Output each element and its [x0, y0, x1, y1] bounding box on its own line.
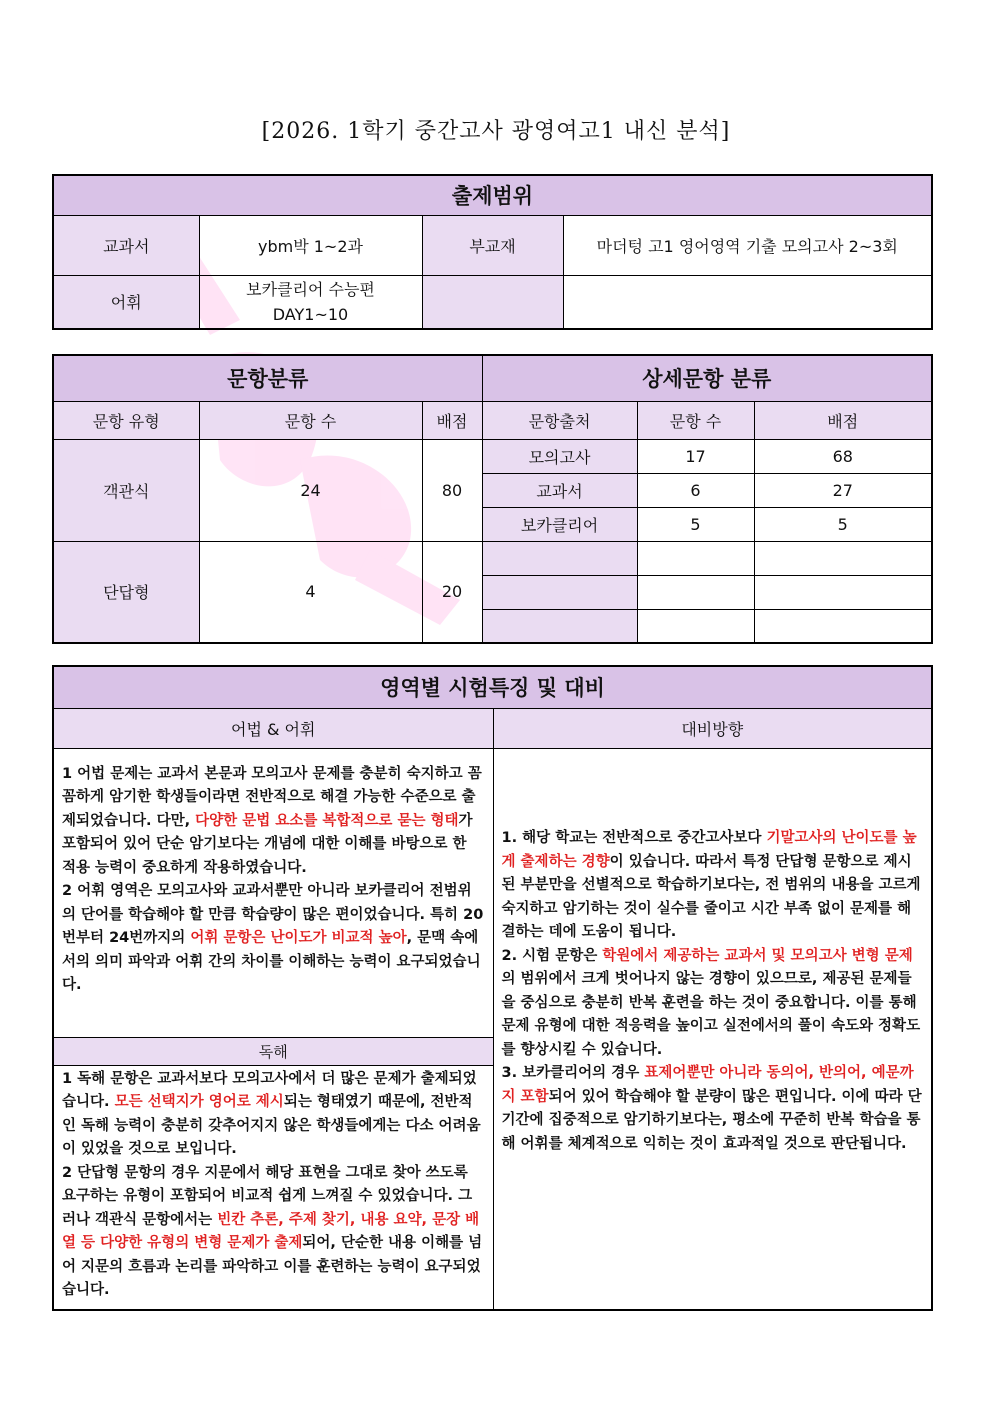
source-count-empty [637, 575, 754, 609]
text-segment: 되는 형태였기 때문에, 전반적인 독해 능력이 충분히 갖추어지지 않은 학생들에게는 다소 어려움이 있었을 것으로 보입니다. [62, 1094, 481, 1157]
scope-header: 출제범위 [53, 175, 932, 215]
prep-paragraph-3 [502, 1062, 924, 1156]
detail-classification-header: 상세문항 분류 [482, 355, 932, 401]
col-source: 문항출처 [482, 401, 637, 439]
highlighted-text: 다양한 문법 요소를 복합적으로 묻는 형태 [195, 812, 459, 829]
text-segment: 가 포함되어 있어 단순 암기보다는 개념에 대한 이해를 바탕으로 한 적용 능력이 중요하게 작용하였습니다. [62, 812, 473, 876]
source-name: 교과서 [482, 473, 637, 507]
type-score: 20 [422, 541, 482, 643]
empty-label-cell [422, 275, 563, 329]
features-header: 영역별 시험특징 및 대비 [53, 666, 932, 708]
source-name-empty [482, 575, 637, 609]
text-segment: 2 단답형 문항의 경우 지문에서 해당 표현을 그대로 찾아 쓰도록 요구하는 유형이 포함되어 비교적 쉽게 느껴질 수 있었습니다. 그러나 객관식 문항에서는 [62, 1164, 473, 1228]
col-type: 문항 유형 [53, 401, 199, 439]
source-score-empty [754, 575, 932, 609]
col-count-detail: 문항 수 [637, 401, 754, 439]
source-name-empty [482, 541, 637, 575]
sub-material-label: 부교재 [422, 215, 563, 275]
prep-direction-header: 대비방향 [493, 708, 932, 748]
classification-table [52, 354, 933, 644]
reading-paragraph-1 [62, 1068, 485, 1162]
classification-header: 문항분류 [53, 355, 482, 401]
prep-paragraph-1 [502, 827, 924, 945]
highlighted-text: 모든 선택지가 영어로 제시 [114, 1094, 284, 1110]
grammar-vocab-body [53, 748, 493, 1037]
col-score: 배점 [422, 401, 482, 439]
type-name: 객관식 [53, 439, 199, 541]
col-score-detail: 배점 [754, 401, 932, 439]
source-name: 모의고사 [482, 439, 637, 473]
reading-body [53, 1065, 493, 1310]
page-title: [2026. 1학기 중간고사 광영여고1 내신 분석] [261, 119, 731, 144]
grammar-paragraph [62, 763, 485, 881]
text-segment: 되어, 단순한 내용 이해를 넘어 지문의 흐름과 논리를 파악하고 이를 훈련하는 능력이 요구되었습니다. [62, 1235, 483, 1298]
textbook-label: 교과서 [53, 215, 199, 275]
text-segment: 1 어법 문제는 교과서 본문과 모의고사 문제를 충분히 숙지하고 꼼꼼하게 암기한 학생들이라면 전반적으로 해결 가능한 수준으로 출제되었습니다. 다만, [62, 765, 482, 829]
source-count-empty [637, 609, 754, 643]
sub-material-value: 마더텅 고1 영어영역 기출 모의고사 2~3회 [563, 215, 932, 275]
highlighted-text: 기말고사의 난이도를 높게 출제하는 경향 [501, 830, 917, 870]
text-segment: 2 어휘 영역은 모의고사와 교과서뿐만 아니라 보카클리어 전범위의 단어를 학습해야 할 만큼 학습량이 많은 편이었습니다. 특히 20번부터 24번까지의 [62, 883, 484, 946]
source-score: 68 [754, 439, 932, 473]
text-segment: 의 범위에서 크게 벗어나지 않는 경향이 있으므로, 제공된 문제들을 중심으로 충분히 반복 훈련을 하는 것이 중요합니다. 이를 통해 문제 유형에 대한 적응력을 높이고 실전에서의 풀이 속도와 정확도를 향상시킬 수 있습니다. [501, 971, 921, 1058]
text-segment: , 문맥 속에서의 의미 파악과 어휘 간의 차이를 이해하는 능력이 요구되었습니다. [62, 930, 481, 993]
highlighted-text: 표제어뿐만 아니라 동의어, 반의어, 예문까지 포함 [501, 1065, 914, 1105]
textbook-value: ybm박 1~2과 [199, 215, 422, 275]
empty-value-cell [563, 275, 932, 329]
text-segment: 1 독해 문항은 교과서보다 모의고사에서 더 많은 문제가 출제되었습니다. [62, 1070, 477, 1110]
source-count-empty [637, 541, 754, 575]
source-score-empty [754, 609, 932, 643]
source-name-empty [482, 609, 637, 643]
text-segment: 3. 보카클리어의 경우 [501, 1065, 645, 1081]
source-score: 5 [754, 507, 932, 541]
features-table [52, 665, 933, 1311]
type-count: 24 [199, 439, 422, 541]
prep-direction-body [493, 748, 932, 1310]
reading-paragraph-2 [62, 1162, 485, 1303]
text-segment: 1. 해당 학교는 전반적으로 중간고사보다 [501, 830, 767, 846]
source-count: 5 [637, 507, 754, 541]
reading-header: 독해 [53, 1037, 493, 1065]
text-segment: 이 있습니다. 따라서 특정 단답형 문항으로 제시된 부분만을 선별적으로 학습하기보다는, 전 범위의 내용을 고르게 숙지하고 암기하는 것이 실수를 줄이고 시간 부족 없이 문제를 해결하는 데에 도움이 됩니다. [501, 853, 921, 940]
type-name: 단답형 [53, 541, 199, 643]
prep-paragraph-2 [502, 945, 924, 1063]
vocab-value-line1: 보카클리어 수능편 [246, 279, 375, 299]
type-score: 80 [422, 439, 482, 541]
col-count: 문항 수 [199, 401, 422, 439]
text-segment: 2. 시험 문항은 [501, 947, 603, 964]
vocab-value-line2: DAY1~10 [272, 304, 349, 324]
vocab-paragraph [62, 880, 485, 998]
vocab-label: 어휘 [53, 275, 199, 329]
source-count: 6 [637, 473, 754, 507]
source-count: 17 [637, 439, 754, 473]
source-score-empty [754, 541, 932, 575]
grammar-vocab-header: 어법 & 어휘 [53, 708, 493, 748]
highlighted-text: 빈칸 추론, 주제 찾기, 내용 요약, 문장 배열 등 다양한 유형의 변형 문제가 출제 [62, 1211, 480, 1251]
source-score: 27 [754, 473, 932, 507]
highlighted-text: 어휘 문항은 난이도가 비교적 높아 [190, 930, 407, 946]
text-segment: 되어 있어 학습해야 할 분량이 많은 편입니다. 이에 따라 단기간에 집중적으로 암기하기보다는, 평소에 꾸준히 반복 학습을 통해 어휘를 체계적으로 익히는 것이 효과적일 것으로 판단됩니다. [501, 1088, 922, 1152]
vocab-value [199, 275, 422, 329]
highlighted-text: 학원에서 제공하는 교과서 및 모의고사 변형 문제 [602, 947, 913, 964]
scope-table [52, 174, 933, 330]
type-count: 4 [199, 541, 422, 643]
source-name: 보카클리어 [482, 507, 637, 541]
